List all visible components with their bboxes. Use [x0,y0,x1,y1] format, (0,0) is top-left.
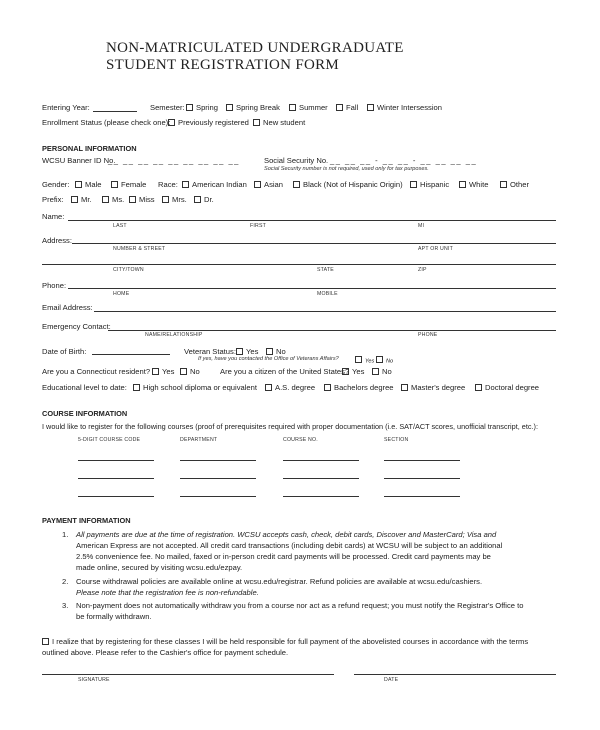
form-title-line1: NON-MATRICULATED UNDERGRADUATE [106,40,404,56]
checkbox[interactable] [265,384,272,391]
citizen-yes[interactable]: Yes [342,367,364,376]
ct-resident-yes[interactable]: Yes [152,367,174,376]
checkbox[interactable] [500,181,507,188]
name-sub-first: FIRST [250,223,266,229]
email-field[interactable] [94,311,556,312]
ssn-label: Social Security No. [264,156,329,165]
course-row2-num[interactable] [283,478,359,479]
payment-item3-line2: be formally withdrawn. [76,612,152,621]
checkbox[interactable] [111,181,118,188]
name-field[interactable] [68,220,556,221]
payment-item1-num: 1. [62,530,69,539]
course-row2-code[interactable] [78,478,154,479]
checkbox[interactable] [401,384,408,391]
checkbox[interactable] [293,181,300,188]
race-white[interactable]: White [459,180,488,189]
course-col-code: 5-DIGIT COURSE CODE [78,437,141,443]
course-heading: COURSE INFORMATION [42,409,128,418]
citizen-no[interactable]: No [372,367,392,376]
prefix-ms[interactable]: Ms. [102,195,124,204]
race-label: Race: [158,180,178,189]
checkbox[interactable] [342,368,349,375]
ct-resident-no[interactable]: No [180,367,200,376]
checkbox[interactable] [129,196,136,203]
banner-id-label: WCSU Banner ID No. [42,156,116,165]
race-asian[interactable]: Asian [254,180,283,189]
semester-winter[interactable]: Winter Intersession [367,103,442,112]
course-col-num: COURSE NO. [283,437,318,443]
address-city-field[interactable] [42,264,556,265]
enrollment-previous[interactable]: Previously registered [168,118,249,127]
signature-field[interactable] [42,674,334,675]
date-label: DATE [384,677,399,683]
ssn-field[interactable]: __ __ __ - __ __ - __ __ __ __ [330,156,478,165]
semester-fall[interactable]: Fall [336,103,358,112]
veteran-note: If yes, have you contacted the Office of Veterans Affairs? [198,356,339,362]
course-row3-num[interactable] [283,496,359,497]
form-title-line2: STUDENT REGISTRATION FORM [106,57,340,73]
address-sub-city: CITY/TOWN [113,267,144,273]
checkbox[interactable] [459,181,466,188]
semester-spring-break[interactable]: Spring Break [226,103,280,112]
address-sub-apt: APT OR UNIT [418,246,453,252]
course-intro: I would like to register for the following courses (proof of prerequisites required with proper documentation (i.e. SAT/ACT scores, unofficial transcript, etc.): [42,422,539,431]
veteran-affairs-no[interactable]: No [376,356,393,365]
checkbox[interactable] [372,368,379,375]
course-col-dept: DEPARTMENT [180,437,218,443]
course-row3-section[interactable] [384,496,460,497]
name-sub-last: LAST [113,223,127,229]
checkbox[interactable] [194,196,201,203]
course-row1-section[interactable] [384,460,460,461]
edu-bachelors[interactable]: Bachelors degree [324,383,394,392]
checkbox[interactable] [289,104,296,111]
agreement-line2: outlined above. Please refer to the Cashier's office for payment schedule. [42,648,289,657]
edu-highschool[interactable]: High school diploma or equivalent [133,383,257,392]
signature-label: SIGNATURE [78,677,110,683]
course-col-section: SECTION [384,437,409,443]
phone-field[interactable] [68,288,556,289]
checkbox[interactable] [75,181,82,188]
phone-sub-home: HOME [113,291,130,297]
checkbox[interactable] [186,104,193,111]
race-other[interactable]: Other [500,180,529,189]
checkbox[interactable] [168,119,175,126]
phone-sub-mobile: MOBILE [317,291,338,297]
course-row1-dept[interactable] [180,460,256,461]
checkbox[interactable] [162,196,169,203]
citizen-label: Are you a citizen of the United States? [220,367,350,376]
phone-label: Phone: [42,281,67,290]
checkbox[interactable] [410,181,417,188]
veteran-affairs-yes[interactable]: Yes [355,356,374,365]
checkbox[interactable] [152,368,159,375]
checkbox[interactable] [102,196,109,203]
checkbox[interactable] [236,348,243,355]
address-sub-zip: ZIP [418,267,427,273]
emergency-sub-phone: PHONE [418,332,438,338]
enrollment-label: Enrollment Status (please check one): [42,118,171,127]
name-label: Name: [42,212,65,221]
payment-item3-line1: Non-payment does not automatically withdraw you from a course nor act as a refund request; you must notify the Registrar's Office to [76,601,524,610]
checkbox[interactable] [253,119,260,126]
race-american-indian[interactable]: American Indian [182,180,247,189]
enrollment-new[interactable]: New student [253,118,305,127]
payment-item3-num: 3. [62,601,69,610]
race-hispanic[interactable]: Hispanic [410,180,449,189]
checkbox[interactable] [376,356,383,363]
veteran-yes[interactable]: Yes [236,347,258,356]
gender-female[interactable]: Female [111,180,146,189]
checkbox[interactable] [475,384,482,391]
name-sub-mi: MI [418,223,425,229]
checkbox[interactable] [355,356,362,363]
checkbox[interactable] [266,348,273,355]
prefix-label: Prefix: [42,195,64,204]
course-row3-code[interactable] [78,496,154,497]
ssn-note: Social Security number is not required, used only for tax purposes. [264,166,429,172]
gender-label: Gender: [42,180,70,189]
payment-item2-line1: Course withdrawal policies are available online at wcsu.edu/registrar. Refund policies are available at wcsu.edu/cashiers. [76,577,483,586]
course-row1-num[interactable] [283,460,359,461]
edu-label: Educational level to date: [42,383,127,392]
email-label: Email Address: [42,303,93,312]
payment-item1-line2: American Express are not accepted. All credit card transactions (including debit cards) at WCSU will be subject to an additional [76,541,503,550]
payment-item1-line1: All payments are due at the time of registration. WCSU accepts cash, check, debit cards, Discover and MasterCard; Visa and [76,530,497,539]
course-row1-code[interactable] [78,460,154,461]
prefix-mr[interactable]: Mr. [71,195,92,204]
edu-masters[interactable]: Master's degree [401,383,465,392]
date-field[interactable] [354,674,556,675]
address-street-field[interactable] [72,243,556,244]
checkbox[interactable] [336,104,343,111]
semester-label: Semester: [150,103,185,112]
checkbox[interactable] [180,368,187,375]
emergency-field[interactable] [108,330,556,331]
prefix-mrs[interactable]: Mrs. [162,195,187,204]
payment-item1-line3: 2.5% convenience fee. No mailed, faxed or in-person credit card payments will be processed. Credit card payments may be [76,552,491,561]
checkbox[interactable] [254,181,261,188]
banner-id-field[interactable]: __ __ __ __ __ __ __ __ __ [108,156,240,165]
address-label: Address: [42,236,72,245]
gender-male[interactable]: Male [75,180,101,189]
course-row2-dept[interactable] [180,478,256,479]
checkbox[interactable] [133,384,140,391]
emergency-sub-name: NAME/RELATIONSHIP [145,332,203,338]
race-black[interactable]: Black (Not of Hispanic Origin) [293,180,403,189]
entering-year-label: Entering Year: [42,103,90,112]
agreement-line1: I realize that by registering for these classes I will be held responsible for full payment of the abovelisted courses in accordance with the terms [42,637,528,646]
personal-heading: PERSONAL INFORMATION [42,144,137,153]
veteran-no[interactable]: No [266,347,286,356]
dob-label: Date of Birth: [42,347,87,356]
emergency-label: Emergency Contact: [42,322,111,331]
entering-year-field[interactable] [93,111,137,112]
agreement-checkbox[interactable] [42,638,49,645]
semester-summer[interactable]: Summer [289,103,328,112]
course-row2-section[interactable] [384,478,460,479]
checkbox[interactable] [226,104,233,111]
semester-spring[interactable]: Spring [186,103,218,112]
ct-resident-label: Are you a Connecticut resident? [42,367,151,376]
payment-item2-num: 2. [62,577,69,586]
checkbox[interactable] [367,104,374,111]
edu-doctoral[interactable]: Doctoral degree [475,383,539,392]
payment-item1-line4: made online, secured by visiting wcsu.edu/ezpay. [76,563,243,572]
checkbox[interactable] [71,196,78,203]
payment-heading: PAYMENT INFORMATION [42,516,131,525]
veteran-label: Veteran Status: [184,347,236,356]
checkbox[interactable] [182,181,189,188]
course-row3-dept[interactable] [180,496,256,497]
prefix-miss[interactable]: Miss [129,195,155,204]
address-sub-state: STATE [317,267,334,273]
prefix-dr[interactable]: Dr. [194,195,214,204]
checkbox[interactable] [324,384,331,391]
address-sub-street: NUMBER & STREET [113,246,166,252]
payment-item2-line2: Please note that the registration fee is non-refundable. [76,588,259,597]
edu-as[interactable]: A.S. degree [265,383,315,392]
dob-field[interactable] [92,354,170,355]
